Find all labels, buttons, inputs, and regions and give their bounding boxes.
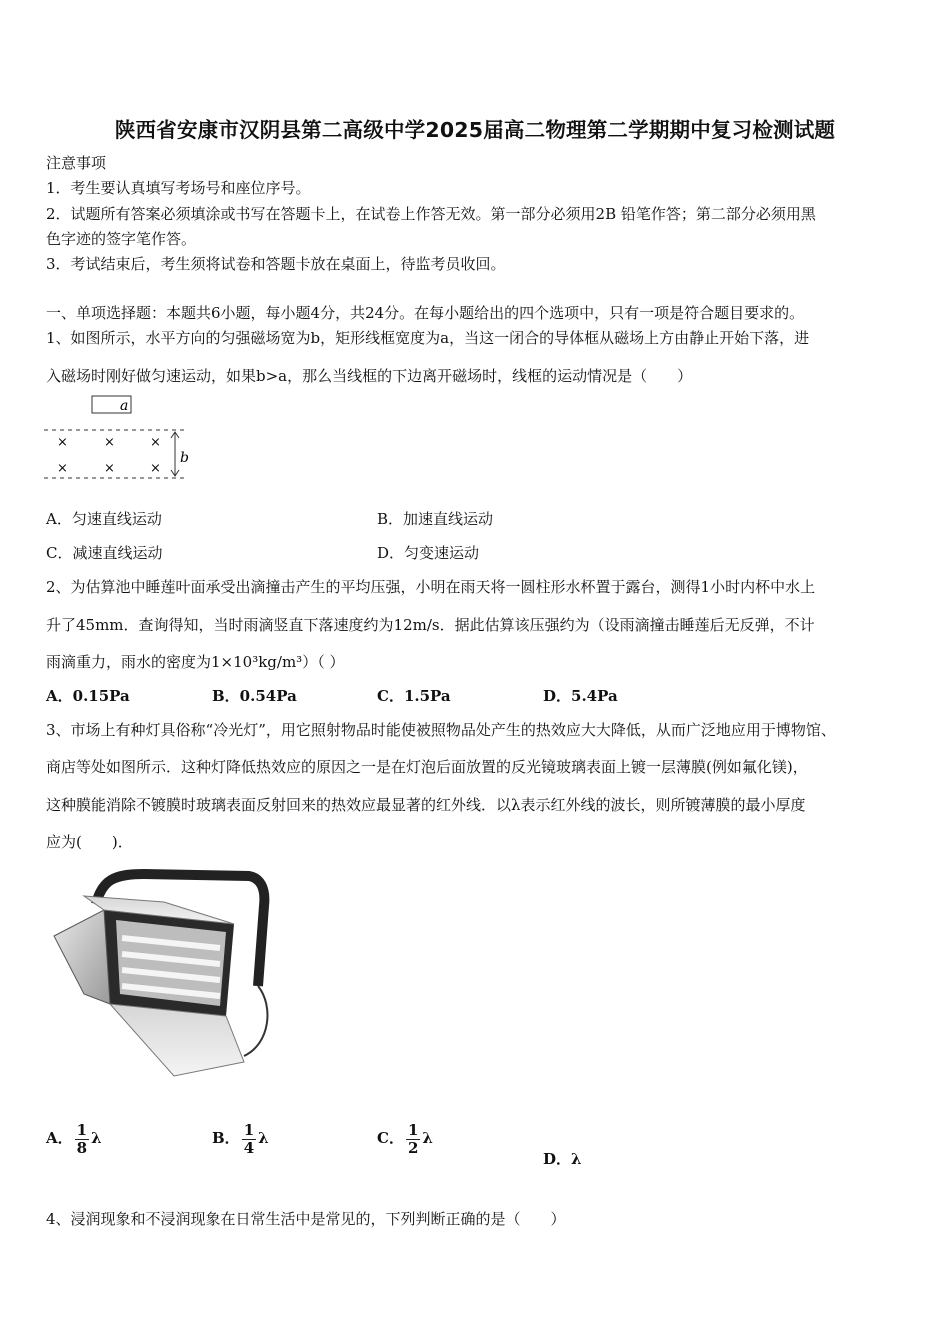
question-2-text: 2、为估算池中睡莲叶面承受出滴撞击产生的平均压强，小明在雨天将一圆柱形水杯置于露台，测得1小时内杯中水上: [46, 578, 816, 596]
field-width-label: b: [180, 450, 189, 466]
option-d: D．匀变速运动: [377, 544, 480, 562]
question-2-text: 升了45mm．查询得知，当时雨滴竖直下落速度约为12m/s．据此估算该压强约为（设雨滴撞击睡莲后无反弹，不计: [46, 616, 815, 634]
field-cross: ×: [57, 461, 68, 476]
option-d: [543, 1148, 582, 1169]
option-d-label: D．: [543, 1150, 572, 1168]
option-b: B．加速直线运动: [377, 510, 494, 528]
notice-item: 色字迹的签字笔作答。: [46, 230, 197, 248]
lambda-symbol: λ: [258, 1129, 269, 1147]
lambda-symbol: λ: [571, 1150, 582, 1168]
page-title: 陕西省安康市汉阴县第二高级中学2025届高二物理第二学期期中复习检测试题: [114, 118, 836, 142]
option-c: [377, 1122, 433, 1156]
notice-item: 1．考生要认真填写考场号和座位序号。: [46, 179, 311, 197]
option-b-label: B．: [212, 1129, 240, 1147]
question-3-text: 这种膜能消除不镀膜时玻璃表面反射回来的热效应最显著的红外线．以λ表示红外线的波长，则所镀薄膜的最小厚度: [46, 796, 806, 814]
question-4-text: 4、浸润现象和不浸润现象在日常生活中是常见的，下列判断正确的是（ ）: [46, 1210, 566, 1228]
question-2-text: 雨滴重力，雨水的密度为1×10³kg/m³）（ ）: [46, 653, 345, 671]
question-3-text: 3、市场上有种灯具俗称“冷光灯”，用它照射物品时能使被照物品处产生的热效应大大降低，从而广泛地应用于博物馆、: [46, 721, 836, 739]
cold-light-lamp-image: [44, 866, 274, 1086]
notice-heading: 注意事项: [46, 154, 107, 172]
section-heading: 一、单项选择题：本题共6小题，每小题4分，共24分。在每小题给出的四个选项中，只有一项是符合题目要求的。: [46, 304, 805, 322]
option-c-label: C．: [377, 1129, 404, 1147]
question-3-text: 商店等处如图所示．这种灯降低热效应的原因之一是在灯泡后面放置的反光镜玻璃表面上镀一层薄膜(例如氟化镁)，: [46, 758, 808, 776]
option-b: B．0.54Pa: [212, 687, 297, 705]
notice-item: 2．试题所有答案必须填涂或书写在答题卡上，在试卷上作答无效。第一部分必须用2B 铅笔作答；第二部分必须用黑: [46, 205, 816, 223]
option-b: [212, 1122, 269, 1156]
option-c: C．1.5Pa: [377, 687, 451, 705]
field-cross: ×: [150, 461, 161, 476]
option-a: [46, 1122, 102, 1156]
lambda-symbol: λ: [422, 1129, 433, 1147]
fraction: $\frac{1}{8}$: [76, 1121, 88, 1157]
field-cross: ×: [104, 461, 115, 476]
question-1-text: 1、如图所示，水平方向的匀强磁场宽为b，矩形线框宽度为a，当这一闭合的导体框从磁场上方由静止开始下落，进: [46, 329, 810, 347]
option-c: C．减速直线运动: [46, 544, 163, 562]
lambda-symbol: λ: [91, 1129, 102, 1147]
question-1-text: 入磁场时刚好做匀速运动，如果b>a，那么当线框的下边离开磁场时，线框的运动情况是（ ）: [46, 367, 693, 385]
fraction: $\frac{1}{4}$: [243, 1121, 255, 1157]
option-d: D．5.4Pa: [543, 687, 618, 705]
notice-item: 3．考试结束后，考生须将试卷和答题卡放在桌面上，待监考员收回。: [46, 255, 506, 273]
field-cross: ×: [150, 435, 161, 450]
field-cross: ×: [104, 435, 115, 450]
option-a: A．匀速直线运动: [46, 510, 162, 528]
question-3-text: 应为( )．: [46, 833, 133, 851]
magnetic-field-diagram: [40, 392, 200, 484]
option-a-label: A．: [46, 1129, 73, 1147]
option-a: A．0.15Pa: [46, 687, 130, 705]
fraction: $\frac{1}{2}$: [407, 1121, 419, 1157]
field-cross: ×: [57, 435, 68, 450]
frame-width-label: a: [120, 398, 129, 414]
